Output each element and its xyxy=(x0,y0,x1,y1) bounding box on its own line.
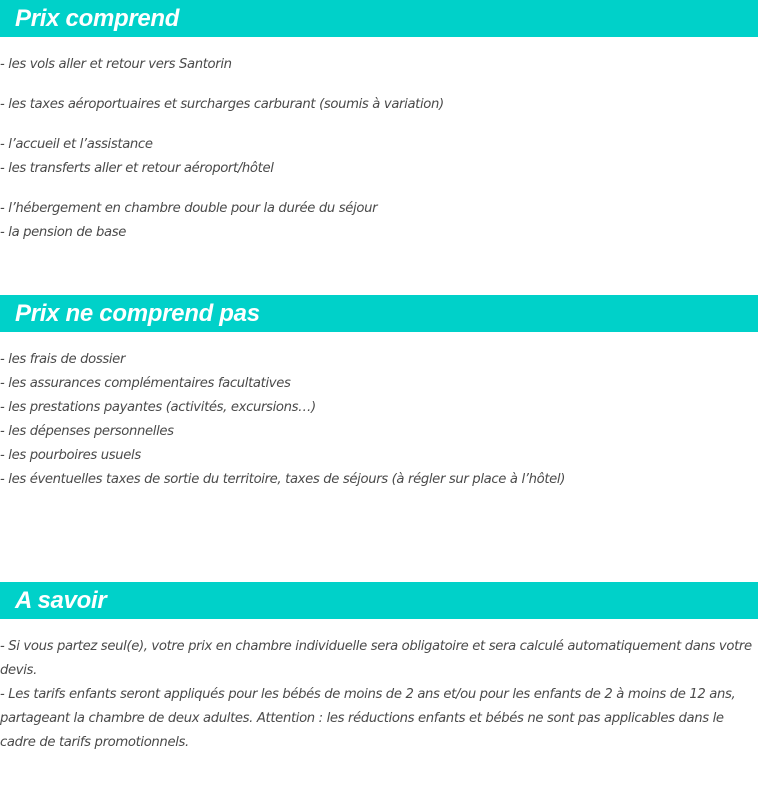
section-title: Prix comprend xyxy=(15,5,180,32)
section-header-prix-ne-comprend-pas xyxy=(0,295,758,332)
list-item: - les éventuelles taxes de sortie du territoire, taxes de séjours (à régler sur place à l’hôtel) xyxy=(0,472,566,487)
list-item: - les taxes aéroportuaires et surcharges carburant (soumis à variation) xyxy=(0,97,444,112)
list-item: - les frais de dossier xyxy=(0,352,126,367)
list-item: - les vols aller et retour vers Santorin xyxy=(0,57,232,72)
list-item: - l’hébergement en chambre double pour la durée du séjour xyxy=(0,201,378,216)
list-item: - les prestations payantes (activités, excursions…) xyxy=(0,400,316,415)
list-item: - les dépenses personnelles xyxy=(0,424,174,439)
list-item: - les pourboires usuels xyxy=(0,448,141,463)
info-paragraph: - Si vous partez seul(e), votre prix en chambre individuelle sera obligatoire et sera calculé automatiquement dans votre devis. xyxy=(0,639,752,678)
list-item: - les transferts aller et retour aéroport/hôtel xyxy=(0,161,274,176)
section-header-a-savoir xyxy=(0,582,758,619)
list-item: - l’accueil et l’assistance xyxy=(0,137,153,152)
section-title: A savoir xyxy=(15,587,107,614)
section-title: Prix ne comprend pas xyxy=(15,300,260,327)
list-item: - les assurances complémentaires facultatives xyxy=(0,376,291,391)
info-paragraph: - Les tarifs enfants seront appliqués pour les bébés de moins de 2 ans et/ou pour les enfants de 2 à moins de 12 ans, partageant la chambre de deux adultes. Attention : les réductions enfants et bébés ne sont pas applicables dans le cadre de tarifs promotionnels. xyxy=(0,687,736,750)
section-header-prix-comprend xyxy=(0,0,758,37)
list-item: - la pension de base xyxy=(0,225,126,240)
